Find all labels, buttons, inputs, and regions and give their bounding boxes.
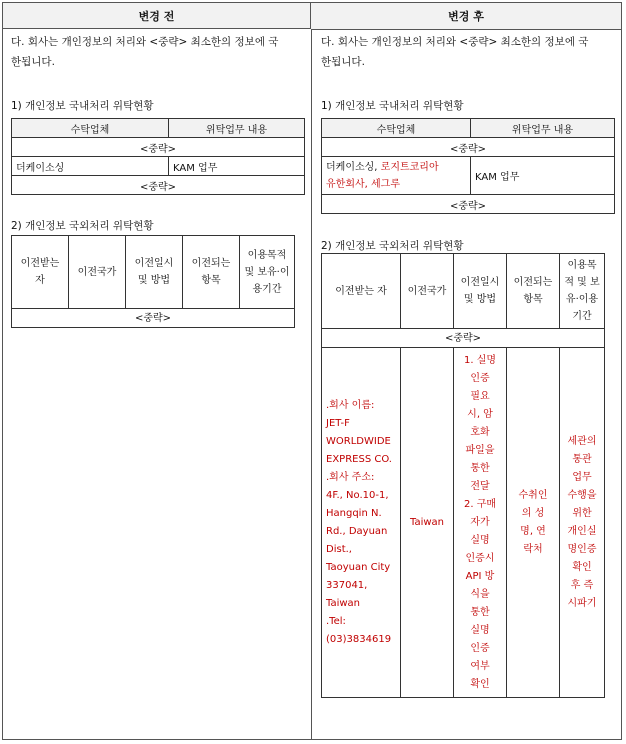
task-cell: KAM 업무 xyxy=(471,157,615,195)
recipient-line: .Tel: xyxy=(326,615,346,627)
col-vendor: 수탁업체 xyxy=(322,119,471,138)
purpose-line: 시파기 xyxy=(567,597,597,609)
before-column xyxy=(11,30,307,324)
intro-text xyxy=(11,32,307,72)
vendor-cell xyxy=(322,157,471,195)
col-purpose: 이용목적 및 보유·이용기간 xyxy=(240,236,295,309)
items-line: 수취인 xyxy=(518,489,548,501)
recipient-line: .회사 이름: xyxy=(326,399,375,411)
domestic-title: 1) 개인정보 국내처리 위탁현황 xyxy=(11,100,154,112)
domestic-title: 1) 개인정보 국내처리 위탁현황 xyxy=(321,100,464,112)
recipient-line: Rd., Dayuan xyxy=(326,525,388,537)
method-line: 실명 xyxy=(470,534,490,546)
purpose-line: 수행을 xyxy=(567,489,597,501)
recipient-line: Taoyuan City xyxy=(326,561,391,573)
method-line: 식을 xyxy=(470,588,490,600)
vendor-existing: 더케이소싱, xyxy=(326,161,381,173)
recipient-cell xyxy=(322,348,401,698)
overseas-title: 2) 개인정보 국외처리 위탁현황 xyxy=(321,240,464,252)
method-line: 시, 암 xyxy=(467,408,493,420)
items-line: 명, 연 xyxy=(520,525,546,537)
intro-line-1: 다. 회사는 개인정보의 처리와 <중략> 최소한의 정보에 국 xyxy=(11,36,279,48)
items-cell xyxy=(507,348,560,698)
recipient-line: Hangqin N. xyxy=(326,507,382,519)
header-before: 변경 전 xyxy=(3,3,311,29)
items-line: 락처 xyxy=(523,543,543,555)
items-line: 의 성 xyxy=(521,507,545,519)
col-vendor: 수탁업체 xyxy=(12,119,169,138)
method-line: 인증 xyxy=(470,642,490,654)
overseas-title: 2) 개인정보 국외처리 위탁현황 xyxy=(11,220,154,232)
col-task: 위탁업무 내용 xyxy=(471,119,615,138)
col-purpose: 이용목적 및 보유·이용기간 xyxy=(560,254,605,329)
intro-text xyxy=(321,32,617,72)
intro-line-1: 다. 회사는 개인정보의 처리와 <중략> 최소한의 정보에 국 xyxy=(321,36,589,48)
method-line: 여부 xyxy=(470,660,490,672)
purpose-line: 확인 xyxy=(572,561,592,573)
domestic-table-before xyxy=(11,118,305,195)
method-line: 통한 xyxy=(470,606,490,618)
country-cell: Taiwan xyxy=(401,348,454,698)
method-cell xyxy=(454,348,507,698)
method-line: 2. 구매 xyxy=(463,498,497,510)
col-country: 이전국가 xyxy=(401,254,454,329)
omit-row: <중략> xyxy=(12,138,305,157)
method-line: 실명 xyxy=(470,624,490,636)
omit-row: <중략> xyxy=(12,309,295,328)
method-line: 전달 xyxy=(470,480,490,492)
col-method: 이전일시 및 방법 xyxy=(126,236,183,309)
recipient-line: 4F., No.10-1, xyxy=(326,489,389,501)
method-line: 호화 xyxy=(470,426,490,438)
purpose-line: 업무 xyxy=(572,471,592,483)
purpose-line: 개인실 xyxy=(567,525,597,537)
purpose-line: 통관 xyxy=(572,453,592,465)
recipient-line: WORLDWIDE xyxy=(326,435,391,447)
recipient-line: Taiwan xyxy=(326,597,361,609)
purpose-line: 세관의 xyxy=(567,435,597,447)
col-country: 이전국가 xyxy=(69,236,126,309)
omit-row: <중략> xyxy=(12,176,305,195)
purpose-line: 위한 xyxy=(572,507,592,519)
header-after: 변경 후 xyxy=(311,3,621,30)
method-line: 필요 xyxy=(470,390,490,402)
col-items: 이전되는 항목 xyxy=(507,254,560,329)
col-task: 위탁업무 내용 xyxy=(169,119,305,138)
recipient-line: (03)3834619 xyxy=(326,633,392,645)
after-column xyxy=(321,30,617,690)
omit-row: <중략> xyxy=(322,195,615,214)
col-items: 이전되는 항목 xyxy=(183,236,240,309)
purpose-cell xyxy=(560,348,605,698)
method-line: 확인 xyxy=(470,678,490,690)
purpose-line: 명인증 xyxy=(567,543,597,555)
method-line: 자가 xyxy=(470,516,490,528)
overseas-table-after xyxy=(321,253,605,698)
vendor-added-1: 로지트코리아 xyxy=(380,161,439,173)
task-cell: KAM 업무 xyxy=(169,157,305,176)
domestic-table-after xyxy=(321,118,615,214)
purpose-line: 후 즉 xyxy=(570,579,594,591)
recipient-line: Dist., xyxy=(326,543,352,555)
overseas-table-before xyxy=(11,235,295,328)
method-line: 인증 xyxy=(470,372,490,384)
method-line: API 방 xyxy=(465,570,495,582)
comparison-table xyxy=(2,2,622,740)
intro-line-2: 한됩니다. xyxy=(11,56,55,68)
column-divider xyxy=(311,29,312,739)
method-line: 인증시 xyxy=(465,552,495,564)
intro-line-2: 한됩니다. xyxy=(321,56,365,68)
recipient-line: .회사 주소: xyxy=(326,471,375,483)
method-line: 통한 xyxy=(470,462,490,474)
col-method: 이전일시 및 방법 xyxy=(454,254,507,329)
vendor-cell: 더케이소싱 xyxy=(12,157,169,176)
method-line: 1. 실명 xyxy=(463,354,497,366)
method-line: 파일을 xyxy=(465,444,495,456)
omit-row: <중략> xyxy=(322,138,615,157)
vendor-added-2: 유한회사, 세그루 xyxy=(326,178,400,190)
recipient-line: 337041, xyxy=(326,579,368,591)
recipient-line: JET-F xyxy=(326,417,350,429)
col-recipient: 이전받는 자 xyxy=(12,236,69,309)
omit-row: <중략> xyxy=(322,329,605,348)
col-recipient: 이전받는 자 xyxy=(322,254,401,329)
recipient-line: EXPRESS CO. xyxy=(326,453,392,465)
